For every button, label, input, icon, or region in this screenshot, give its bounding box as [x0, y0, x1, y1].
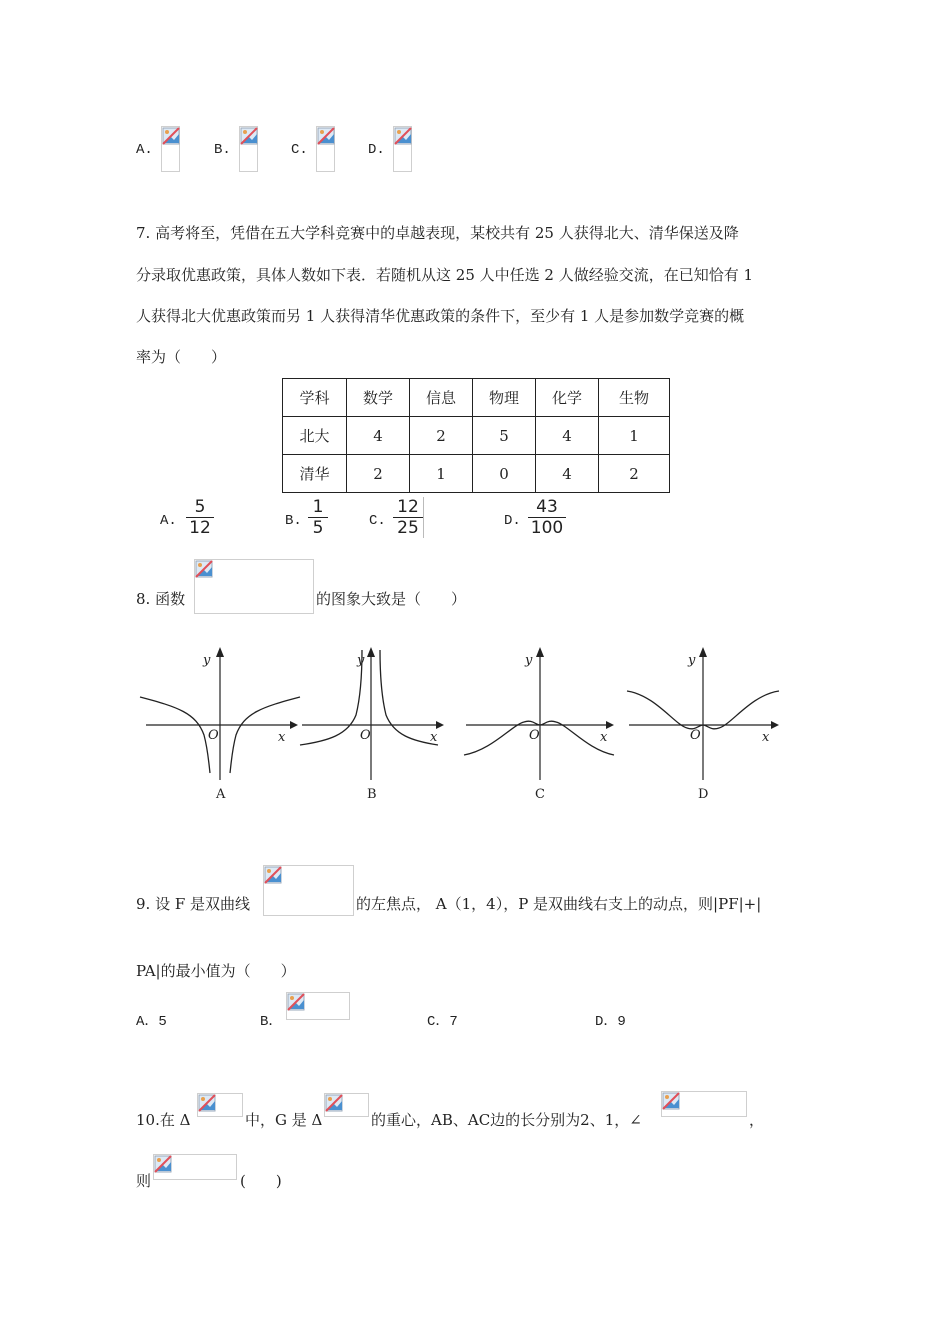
fraction-numerator: 12 [393, 497, 423, 518]
broken-image-icon [154, 1155, 173, 1174]
q7-text-line-4: 率为（ ） [136, 348, 227, 366]
fraction-denominator: 12 [189, 518, 211, 538]
q8-graph-b [298, 645, 446, 780]
table-cell: 数学 [347, 379, 410, 417]
graph-d-x-label: x [762, 730, 770, 745]
table-cell: 4 [536, 455, 599, 493]
q10-part-1: 10.在 Δ [136, 1111, 191, 1129]
q10-part-3: 的重心，AB、AC边的长分别为2、1，∠ [371, 1111, 642, 1129]
graph-b-y-label: y [357, 653, 365, 668]
q7-option-b-label: B. [285, 513, 302, 529]
table-cell: 2 [410, 417, 473, 455]
fraction-numerator: 1 [308, 497, 328, 518]
table-cell: 2 [599, 455, 670, 493]
q8-graph-a [138, 645, 303, 780]
broken-image-icon [162, 127, 181, 146]
q9-option-a: A．5 [136, 1014, 167, 1030]
broken-image-icon [264, 866, 283, 885]
table-cell: 5 [473, 417, 536, 455]
q8-function-image [194, 559, 314, 614]
q6-option-a-image [161, 126, 180, 172]
q6-option-c-image [316, 126, 335, 172]
broken-image-icon [287, 993, 306, 1012]
q8-suffix: 的图象大致是（ ） [316, 590, 467, 608]
table-cell: 1 [599, 417, 670, 455]
graph-c-origin-label: O [529, 728, 540, 743]
q6-option-c-label: C. [291, 142, 308, 158]
q7-text-line-2: 分录取优惠政策，具体人数如下表．若随机从这 25 人中任选 2 人做经验交流，在已知恰有 1 [136, 266, 754, 284]
q6-option-b-image [239, 126, 258, 172]
q6-option-b-label: B. [214, 142, 231, 158]
broken-image-icon [317, 127, 336, 146]
graph-b-caption: B [367, 787, 377, 802]
q10-angle-image [661, 1091, 747, 1117]
graph-a-x-label: x [278, 730, 286, 745]
graph-a-origin-label: O [208, 728, 219, 743]
table-cell: 4 [536, 417, 599, 455]
table-row [283, 455, 670, 493]
graph-d-origin-label: O [690, 728, 701, 743]
q9-option-b-image [286, 992, 350, 1020]
graph-c-x-label: x [600, 730, 608, 745]
table-row [283, 417, 670, 455]
broken-image-icon [240, 127, 259, 146]
graph-c-y-label: y [525, 653, 533, 668]
q10-line-2-prefix: 则 [136, 1172, 152, 1190]
q7-option-c-label: C. [369, 513, 386, 529]
graph-b-origin-label: O [360, 728, 371, 743]
table-cell: 化学 [536, 379, 599, 417]
q6-option-d-image [393, 126, 412, 172]
q10-part-2: 中，G 是 Δ [245, 1111, 323, 1129]
q10-triangle-image-1 [197, 1093, 243, 1117]
graph-c-caption: C [535, 787, 545, 802]
q9-suffix: 的左焦点， A（1，4），P 是双曲线右支上的动点，则|PF|+| [356, 895, 762, 913]
q9-prefix: 9. 设 F 是双曲线 [136, 895, 251, 913]
fraction-denominator: 100 [530, 518, 564, 538]
q7-text-line-3: 人获得北大优惠政策而另 1 人获得清华优惠政策的条件下，至少有 1 人是参加数学竞赛的概 [136, 307, 745, 325]
q10-line-2-suffix: ( ) [240, 1172, 282, 1190]
fraction-denominator: 5 [312, 518, 324, 538]
broken-image-icon [195, 560, 214, 579]
q7-option-b-fraction [308, 497, 328, 538]
q7-option-a-label: A. [160, 513, 177, 529]
q8-prefix: 8. 函数 [136, 590, 186, 608]
fraction-numerator: 5 [186, 497, 214, 518]
graph-d-caption: D [698, 787, 709, 802]
q9-hyperbola-image [263, 865, 354, 916]
q9-option-c: C．7 [427, 1014, 458, 1030]
q7-text-line-1: 7. 高考将至，凭借在五大学科竞赛中的卓越表现，某校共有 25 人获得北大、清华保送及降 [136, 224, 739, 242]
table-cell: 北大 [283, 417, 347, 455]
table-cell: 4 [347, 417, 410, 455]
q7-score-table [282, 378, 670, 493]
q9-line-2: PA|的最小值为（ ） [136, 962, 296, 980]
table-cell: 物理 [473, 379, 536, 417]
q10-part-4: ， [749, 1111, 765, 1129]
graph-d-y-label: y [688, 653, 696, 668]
table-header-row [283, 379, 670, 417]
table-cell: 信息 [410, 379, 473, 417]
broken-image-icon [662, 1092, 681, 1111]
graph-b-x-label: x [430, 730, 438, 745]
fraction-denominator: 25 [397, 518, 419, 538]
q6-option-a-label: A. [136, 142, 153, 158]
q9-option-b-label: B． [260, 1014, 283, 1030]
broken-image-icon [394, 127, 413, 146]
q8-graph-c [462, 645, 617, 780]
fraction-numerator: 43 [528, 497, 566, 518]
q7-option-a-fraction [186, 497, 214, 538]
q7-option-d-label: D. [504, 513, 521, 529]
table-cell: 0 [473, 455, 536, 493]
table-cell: 学科 [283, 379, 347, 417]
q8-graph-d [625, 645, 783, 780]
broken-image-icon [198, 1094, 217, 1113]
graph-a-caption: A [216, 787, 226, 802]
q7-option-c-fraction [393, 497, 424, 538]
graph-a-y-label: y [203, 653, 211, 668]
q9-option-d: D．9 [595, 1014, 626, 1030]
broken-image-icon [325, 1094, 344, 1113]
q6-option-d-label: D. [368, 142, 385, 158]
table-cell: 生物 [599, 379, 670, 417]
q10-triangle-image-2 [324, 1093, 369, 1117]
table-cell: 2 [347, 455, 410, 493]
table-cell: 1 [410, 455, 473, 493]
q10-expression-image [153, 1154, 237, 1180]
table-cell: 清华 [283, 455, 347, 493]
q7-option-d-fraction [528, 497, 566, 538]
